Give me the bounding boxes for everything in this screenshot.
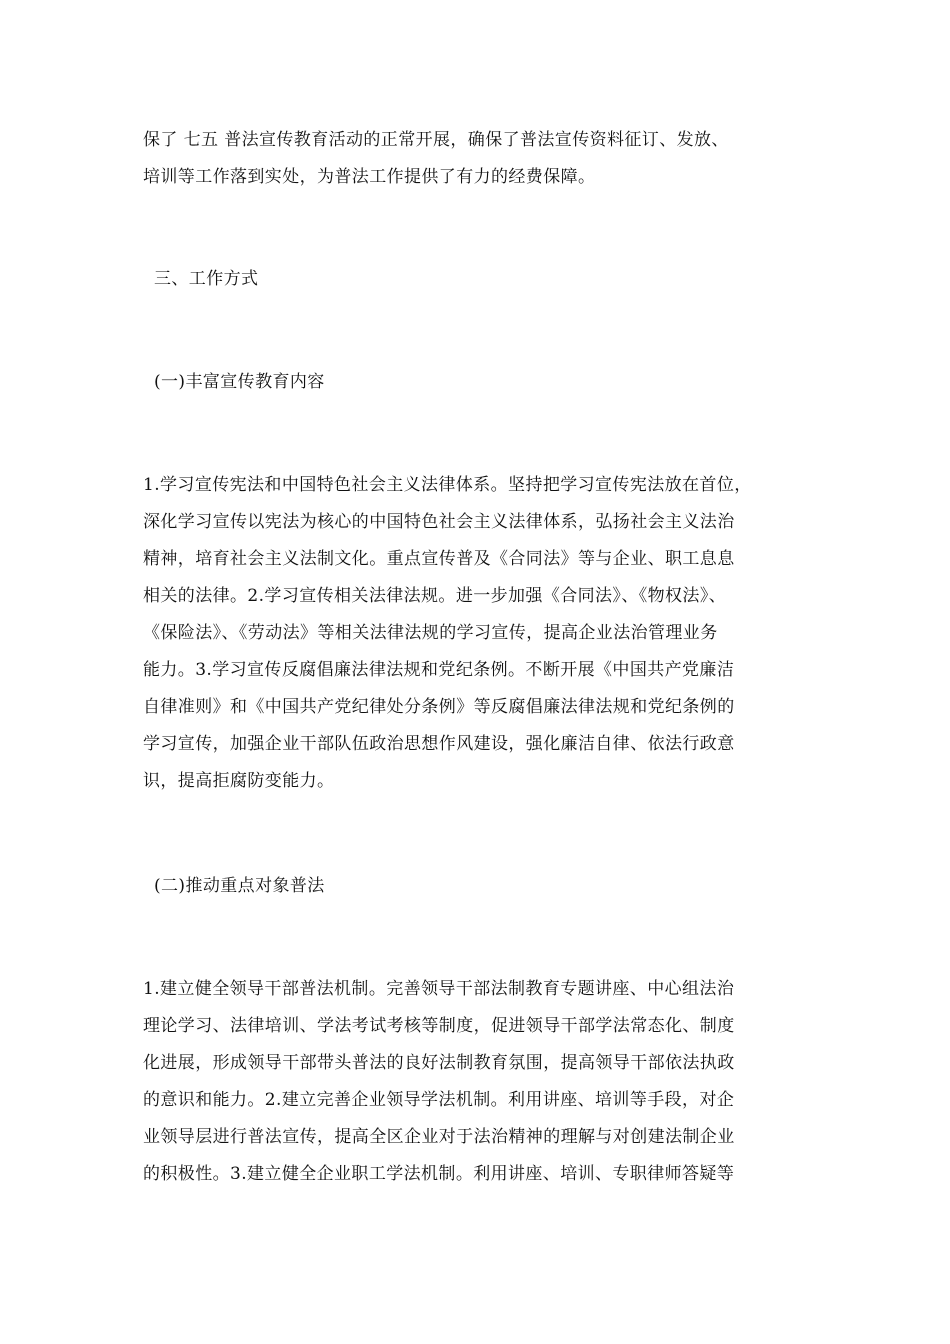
paragraph-2-line-3: 精神，培育社会主义法制文化。重点宣传普及《合同法》等与企业、职工息息 [143,549,735,569]
paragraph-2-line-5: 《保险法》、《劳动法》等相关法律法规的学习宣传，提高企业法治管理业务 [143,623,718,643]
paragraph-2-line-7: 自律准则》和《中国共产党纪律处分条例》等反腐倡廉法律法规和党纪条例的 [143,697,735,717]
paragraph-2-line-2: 深化学习宣传以宪法为核心的中国特色社会主义法律体系，弘扬社会主义法治 [143,512,735,532]
subsection-2-title: (二)推动重点对象普法 [154,876,325,896]
paragraph-3-line-5: 业领导层进行普法宣传，提高全区企业对于法治精神的理解与对创建法制企业 [143,1127,735,1147]
paragraph-2-line-1: 1.学习宣传宪法和中国特色社会主义法律体系。坚持把学习宣传宪法放在首位， [143,475,752,495]
paragraph-1-line-1: 保了 七五 普法宣传教育活动的正常开展，确保了普法宣传资料征订、发放、 [143,130,729,150]
paragraph-2-line-6: 能力。3.学习宣传反腐倡廉法律法规和党纪条例。不断开展《中国共产党廉洁 [143,660,735,680]
section-3-title: 三、工作方式 [154,269,259,289]
paragraph-3-line-6: 的积极性。3.建立健全企业职工学法机制。利用讲座、培训、专职律师答疑等 [143,1164,735,1184]
paragraph-3-line-4: 的意识和能力。2.建立完善企业领导学法机制。利用讲座、培训等手段，对企 [143,1090,735,1110]
paragraph-2-line-8: 学习宣传，加强企业干部队伍政治思想作风建设，强化廉洁自律、依法行政意 [143,734,735,754]
paragraph-3-line-3: 化进展，形成领导干部带头普法的良好法制教育氛围，提高领导干部依法执政 [143,1053,735,1073]
paragraph-1-line-2: 培训等工作落到实处，为普法工作提供了有力的经费保障。 [143,167,596,187]
subsection-1-title: (一)丰富宣传教育内容 [154,372,325,392]
paragraph-3-line-1: 1.建立健全领导干部普法机制。完善领导干部法制教育专题讲座、中心组法治 [143,979,735,999]
paragraph-2-line-9: 识，提高拒腐防变能力。 [143,771,335,791]
paragraph-3-line-2: 理论学习、法律培训、学法考试考核等制度，促进领导干部学法常态化、制度 [143,1016,735,1036]
paragraph-2-line-4: 相关的法律。2.学习宣传相关法律法规。进一步加强《合同法》、《物权法》、 [143,586,727,606]
